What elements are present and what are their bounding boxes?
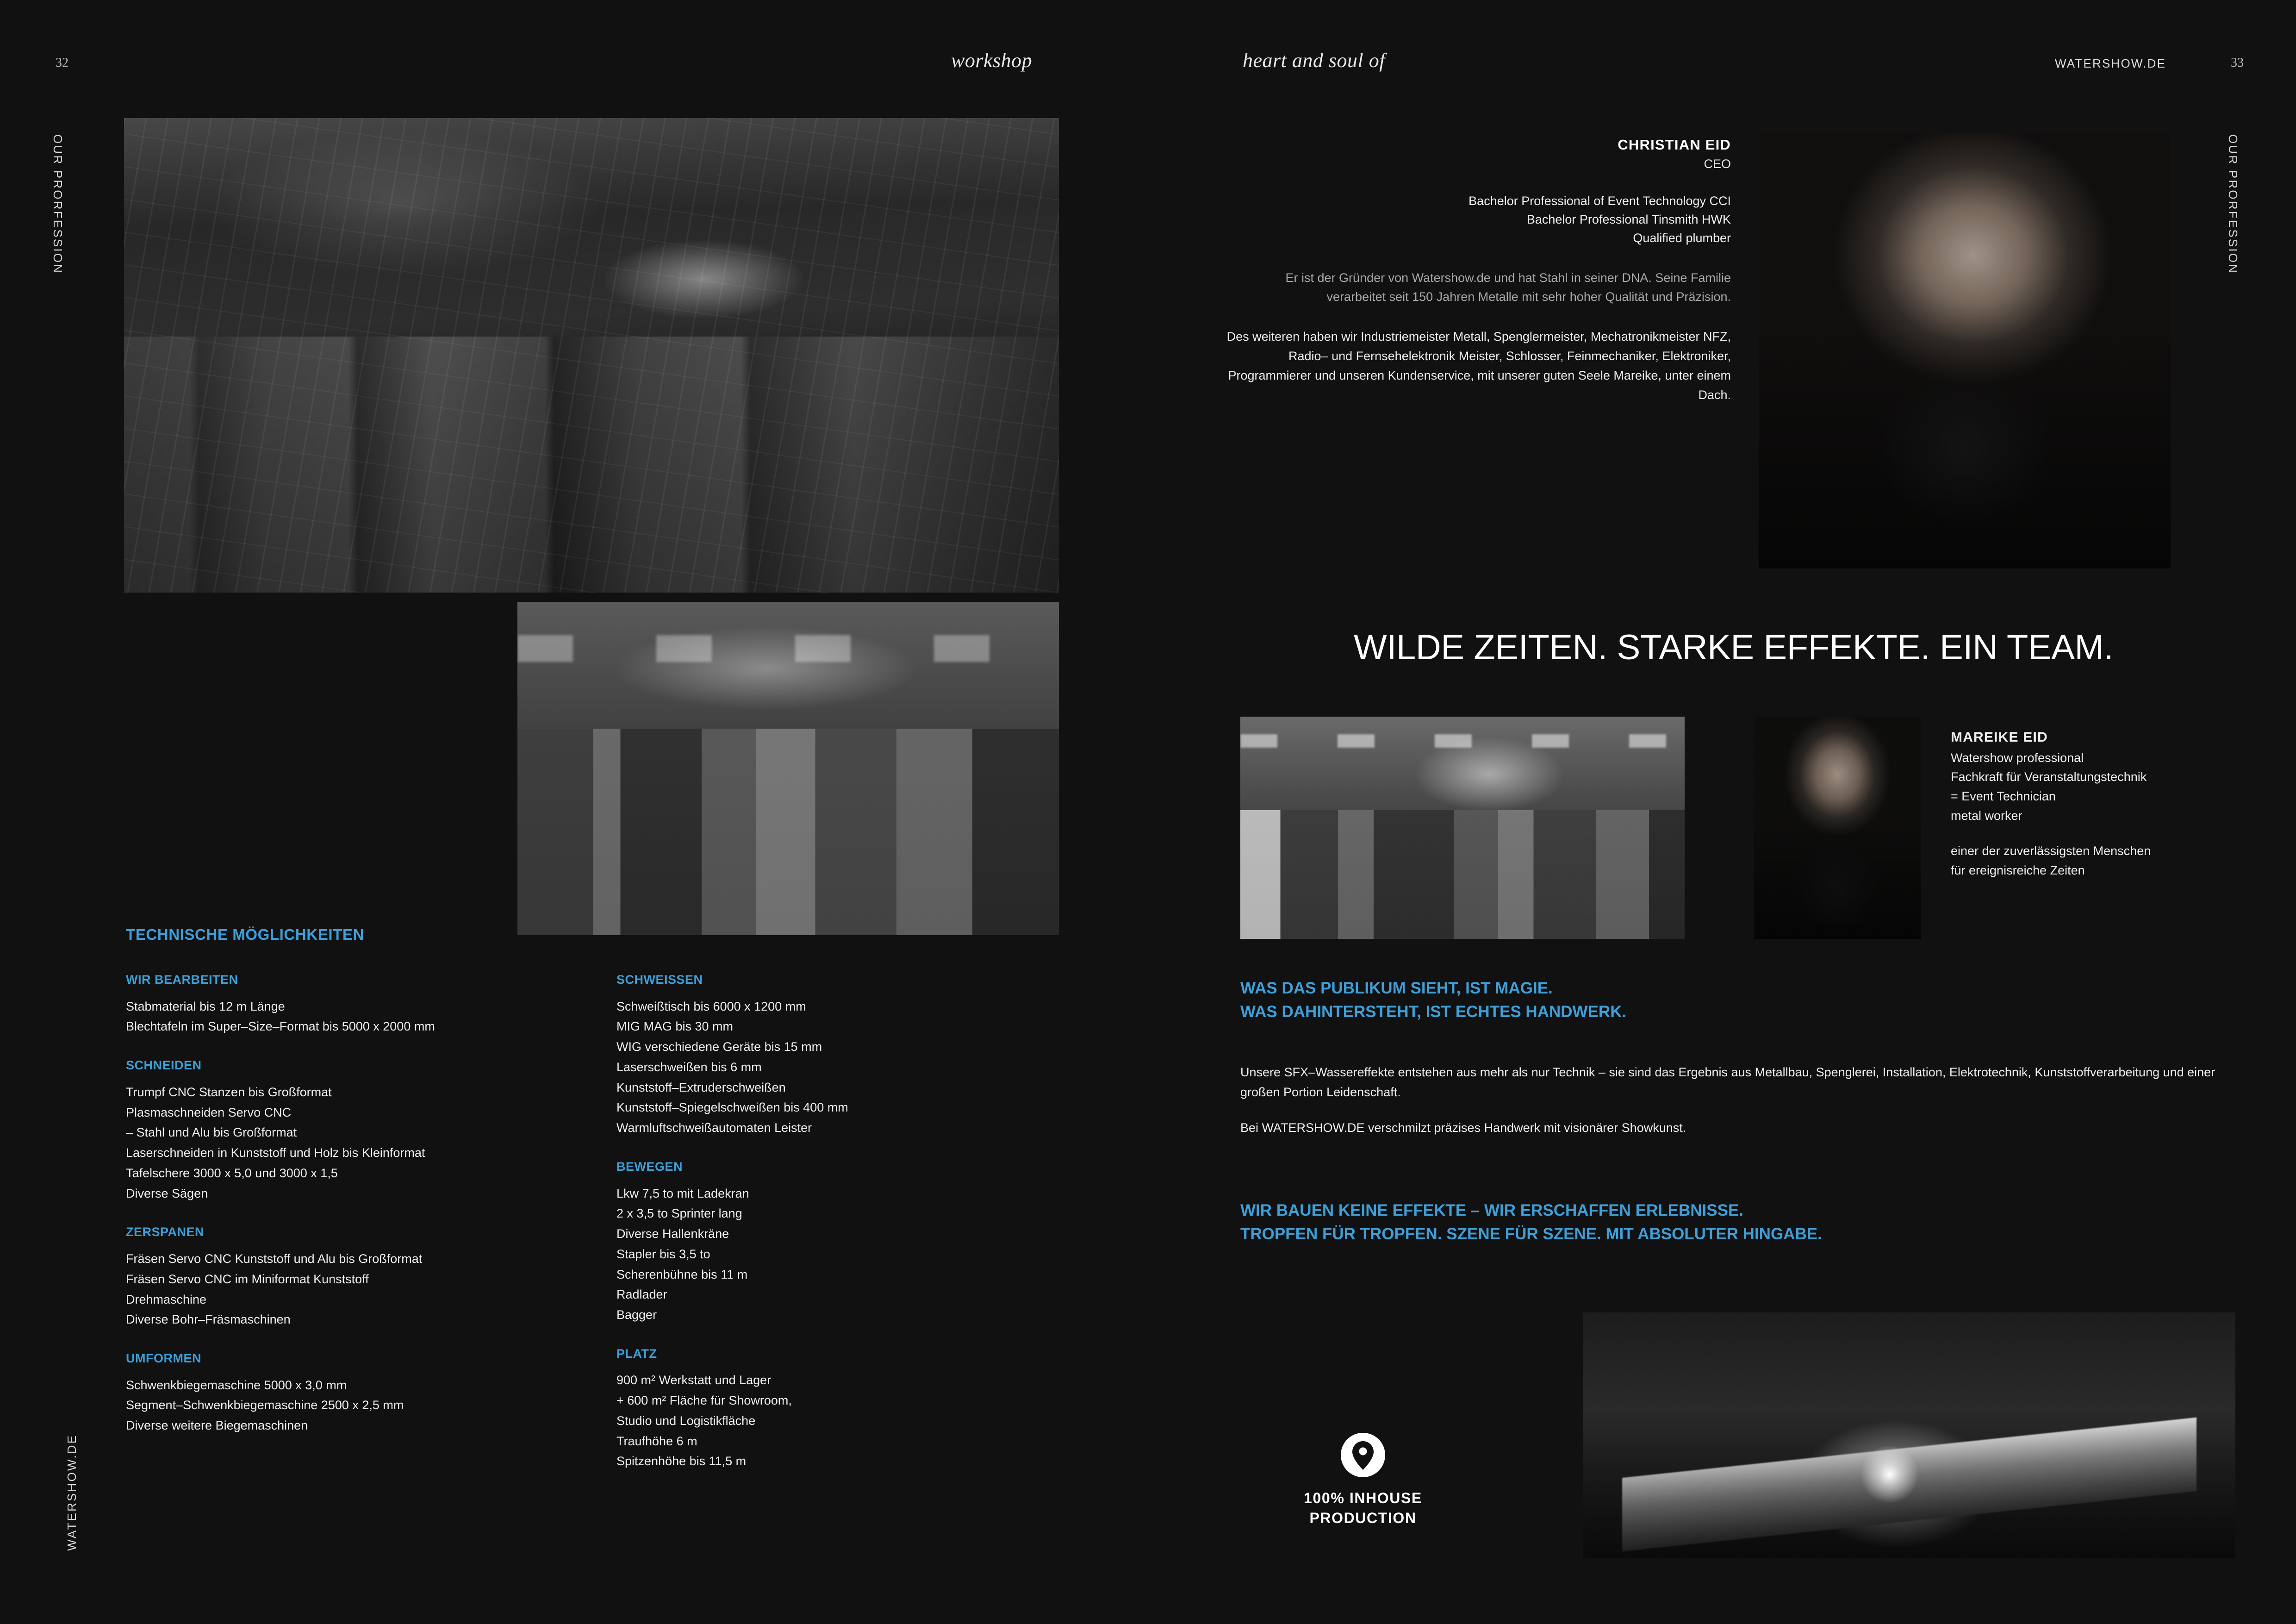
- magic-heading-line-1: WAS DAS PUBLIKUM SIEHT, IST MAGIE.: [1240, 979, 1553, 997]
- christian-paragraph-1: Er ist der Gründer von Watershow.de und hat Stahl in seiner DNA. Seine Familie verarbeitet seit 150 Jahren Metalle mit sehr hoher Qualität und Präzision.: [1285, 270, 1731, 304]
- group-line: Stapler bis 3,5 to: [616, 1247, 710, 1261]
- group-line: Traufhöhe 6 m: [616, 1434, 697, 1448]
- christian-qualification: Qualified plumber: [1633, 231, 1731, 245]
- workshop-hall-photo: [124, 118, 1059, 593]
- mareike-line: Fachkraft für Veranstaltungstechnik: [1951, 770, 2147, 784]
- magic-heading-line-2: WAS DAHINTERSTEHT, IST ECHTES HANDWERK.: [1240, 1002, 1627, 1021]
- group-heading: BEWEGEN: [616, 1159, 683, 1174]
- side-brand-left: WATERSHOW.DE: [65, 1434, 79, 1551]
- folio-right: 33: [2231, 56, 2244, 70]
- magic-closing-line-1: WIR BAUEN KEINE EFFEKTE – WIR ERSCHAFFEN ERLEBNISSE.: [1240, 1201, 1744, 1219]
- technical-group: [126, 1222, 616, 1330]
- machine-room-photo: [517, 602, 1059, 935]
- group-line: Trumpf CNC Stanzen bis Großformat: [126, 1085, 332, 1099]
- technical-group: [616, 1157, 1079, 1325]
- technical-column-1: [126, 970, 616, 1436]
- technical-column-2: [616, 970, 1079, 1472]
- magic-paragraph-2: Bei WATERSHOW.DE verschmilzt präzises Handwerk mit visionärer Showkunst.: [1240, 1121, 1686, 1135]
- team-headline: WILDE ZEITEN. STARKE EFFEKTE. EIN TEAM.: [1354, 628, 2114, 667]
- group-heading: ZERSPANEN: [126, 1225, 205, 1239]
- christian-qualification: Bachelor Professional Tinsmith HWK: [1526, 212, 1731, 226]
- group-line: Fräsen Servo CNC Kunststoff und Alu bis Großformat: [126, 1252, 423, 1266]
- technical-group: [126, 1056, 616, 1204]
- group-line: Lkw 7,5 to mit Ladekran: [616, 1186, 749, 1200]
- group-line: MIG MAG bis 30 mm: [616, 1019, 734, 1034]
- group-line: Studio und Logistikfläche: [616, 1413, 756, 1428]
- mareike-line: metal worker: [1951, 809, 2022, 823]
- group-line: Warmluftschweißautomaten Leister: [616, 1121, 812, 1135]
- welding-hands-photo: [1583, 1312, 2235, 1558]
- christian-role: CEO: [1704, 157, 1731, 171]
- mareike-bio: [1951, 727, 2238, 881]
- technical-group: [126, 1349, 616, 1436]
- group-line: Laserschweißen bis 6 mm: [616, 1060, 762, 1074]
- group-heading: SCHNEIDEN: [126, 1058, 202, 1073]
- magic-paragraph-1: Unsere SFX–Wassereffekte entstehen aus mehr als nur Technik – sie sind das Ergebnis aus Metallbau, Spenglerei, Installation, Elektrotechnik, Kunststoffverarbeitung und einer großen Portion Leidenschaft.: [1240, 1065, 2215, 1099]
- running-head-left: workshop: [951, 49, 1033, 72]
- christian-bio: [1226, 137, 1731, 425]
- group-line: – Stahl und Alu bis Großformat: [126, 1125, 297, 1140]
- technical-title: TECHNISCHE MÖGLICHKEITEN: [126, 926, 364, 943]
- location-pin-icon: [1341, 1433, 1385, 1477]
- mareike-name: MAREIKE EID: [1951, 730, 2048, 745]
- badge-line-2: PRODUCTION: [1309, 1510, 1417, 1527]
- technical-group: [616, 1344, 1079, 1472]
- group-line: Stabmaterial bis 12 m Länge: [126, 999, 285, 1013]
- group-line: 2 x 3,5 to Sprinter lang: [616, 1206, 742, 1221]
- technical-group: [126, 970, 616, 1037]
- workshop-wide-photo: [1240, 717, 1685, 939]
- group-line: Diverse Bohr–Fräsmaschinen: [126, 1312, 291, 1327]
- spacer: [1951, 826, 2238, 842]
- mareike-line: einer der zuverlässigsten Menschen: [1951, 843, 2151, 858]
- technical-group: [616, 970, 1079, 1138]
- group-line: Spitzenhöhe bis 11,5 m: [616, 1454, 747, 1468]
- side-tab-right: OUR PRORFESSION: [2226, 134, 2240, 275]
- group-line: Drehmaschine: [126, 1292, 207, 1306]
- group-line: 900 m² Werkstatt und Lager: [616, 1373, 772, 1387]
- group-line: Kunststoff–Extruderschweißen: [616, 1080, 786, 1094]
- folio-left: 32: [56, 56, 68, 70]
- group-line: Fräsen Servo CNC im Miniformat Kunststoff: [126, 1272, 369, 1286]
- christian-paragraph-2: Des weiteren haben wir Industriemeister Metall, Spenglermeister, Mechatronikmeister NFZ, Radio– und Fernsehelektronik Meister, Schlosser, Feinmechaniker, Elektroniker, Programmierer und unseren Kundenservice, mit unserer guten Seele Mareike, unter einem Dach.: [1226, 330, 1731, 402]
- mareike-line: für ereignisreiche Zeiten: [1951, 863, 2085, 877]
- magic-closing-line-2: TROPFEN FÜR TROPFEN. SZENE FÜR SZENE. MIT ABSOLUTER HINGABE.: [1240, 1224, 1822, 1243]
- badge-line-1: 100% INHOUSE: [1304, 1490, 1422, 1506]
- christian-name: CHRISTIAN EID: [1618, 137, 1731, 153]
- mareike-eid-portrait: [1754, 717, 1921, 939]
- mareike-line: Watershow professional: [1951, 750, 2084, 765]
- inhouse-production-badge: [1266, 1433, 1460, 1528]
- magic-closing: [1240, 1199, 2259, 1246]
- christian-qualification: Bachelor Professional of Event Technology CCI: [1468, 194, 1731, 208]
- group-line: Diverse Hallenkräne: [616, 1227, 729, 1241]
- group-line: WIG verschiedene Geräte bis 15 mm: [616, 1040, 822, 1054]
- group-line: Diverse weitere Biegemaschinen: [126, 1418, 308, 1433]
- group-line: Bagger: [616, 1308, 657, 1322]
- mareike-line: = Event Technician: [1951, 789, 2056, 804]
- brand-head: WATERSHOW.DE: [2055, 56, 2166, 70]
- magic-body: [1240, 1062, 2231, 1138]
- group-line: Tafelschere 3000 x 5,0 und 3000 x 1,5: [126, 1166, 338, 1180]
- group-line: Diverse Sägen: [126, 1186, 208, 1200]
- group-heading: PLATZ: [616, 1346, 657, 1361]
- magic-heading: [1240, 977, 2212, 1024]
- group-line: + 600 m² Fläche für Showroom,: [616, 1393, 792, 1408]
- group-line: Schwenkbiegemaschine 5000 x 3,0 mm: [126, 1378, 347, 1392]
- group-heading: WIR BEARBEITEN: [126, 973, 238, 987]
- group-line: Blechtafeln im Super–Size–Format bis 5000 x 2000 mm: [126, 1019, 435, 1034]
- group-line: Scherenbühne bis 11 m: [616, 1267, 748, 1281]
- group-line: Kunststoff–Spiegelschweißen bis 400 mm: [616, 1100, 848, 1115]
- group-heading: UMFORMEN: [126, 1351, 201, 1366]
- group-line: Plasmaschneiden Servo CNC: [126, 1105, 292, 1119]
- group-heading: SCHWEISSEN: [616, 973, 703, 987]
- group-line: Segment–Schwenkbiegemaschine 2500 x 2,5 mm: [126, 1398, 404, 1412]
- running-head-right: heart and soul of: [1243, 49, 1385, 72]
- group-line: Laserschneiden in Kunststoff und Holz bis Kleinformat: [126, 1146, 425, 1160]
- christian-eid-portrait: [1759, 133, 2171, 568]
- group-line: Radlader: [616, 1287, 667, 1302]
- side-tab-left: OUR PRORFESSION: [51, 134, 65, 275]
- group-line: Schweißtisch bis 6000 x 1200 mm: [616, 999, 806, 1013]
